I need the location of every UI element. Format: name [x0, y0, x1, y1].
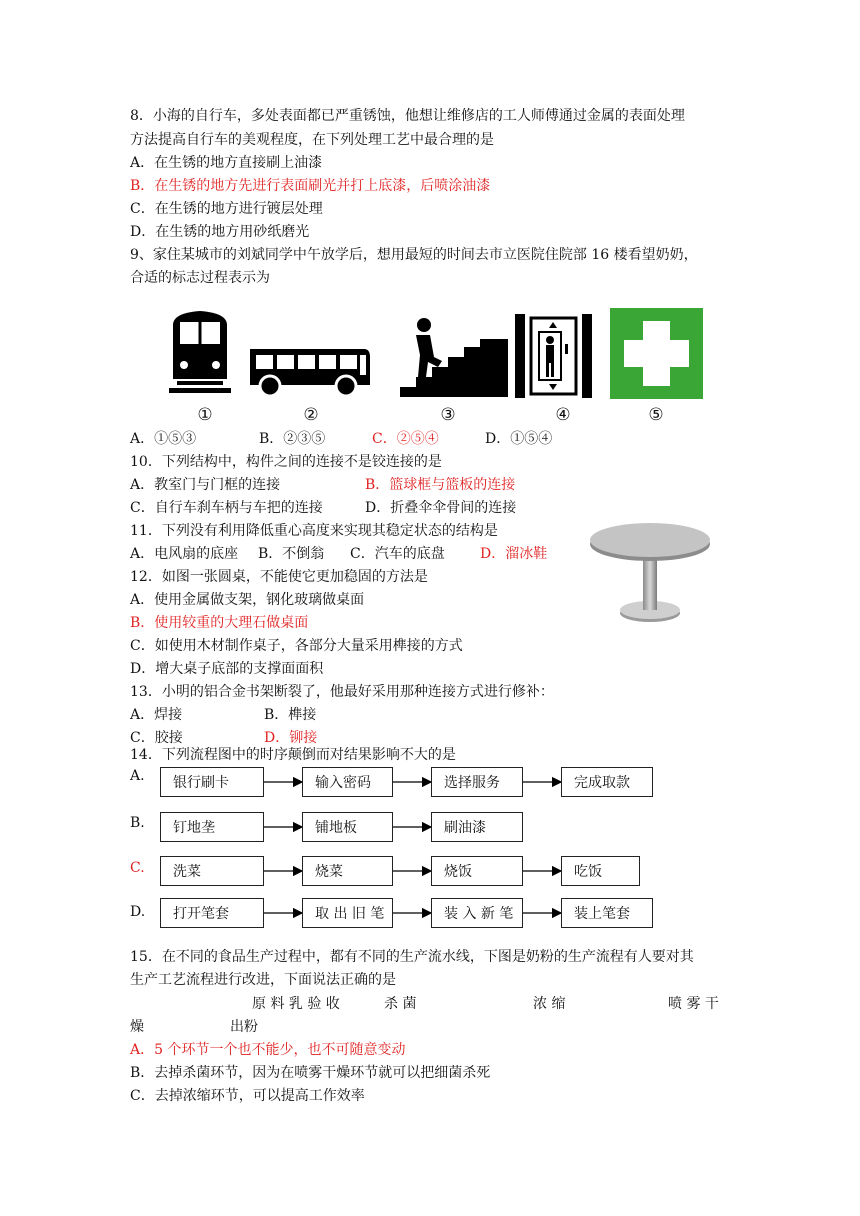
- q12-option-b-answer: B．使用较重的大理石做桌面: [130, 615, 309, 631]
- flow-step: 烧饭: [431, 856, 523, 886]
- icon-number-3: ③: [440, 405, 456, 425]
- q9-stem-line2: 合适的标志过程表示为: [130, 270, 270, 286]
- q10-option-a: A．教室门与门框的连接: [130, 477, 281, 493]
- q12-stem: 12．如图一张圆桌，不能使它更加稳固的方法是: [130, 569, 428, 585]
- icon-number-2: ②: [303, 405, 319, 425]
- flow-step: 打开笔套: [160, 898, 264, 928]
- q12-option-c: C．如使用木材制作桌子，各部分大量采用榫接的方式: [130, 638, 463, 654]
- flow-step: 洗菜: [160, 856, 264, 886]
- q10-stem: 10．下列结构中，构件之间的连接不是铰连接的是: [130, 454, 442, 470]
- flow-step: 钉地垄: [160, 812, 264, 842]
- q15-flow-step: 出粉: [230, 1019, 258, 1035]
- q15-stem-line2: 生产工艺流程进行改进，下面说法正确的是: [130, 972, 396, 988]
- flow-step: 装上笔套: [561, 898, 653, 928]
- q14-row-c-label-answer: C.: [130, 860, 145, 876]
- q14-row-d-label: D.: [130, 904, 146, 920]
- q15-flow-step: 浓 缩: [533, 996, 566, 1012]
- q14-row-a-label: A.: [130, 768, 145, 784]
- q10-option-b-answer: B．篮球框与篮板的连接: [365, 477, 516, 493]
- q14-row-b-label: B.: [130, 815, 145, 831]
- q15-flow-step: 原 料 乳 验 收: [252, 996, 340, 1012]
- flow-step: 装 入 新 笔: [431, 898, 523, 928]
- q15-flow-step: 燥: [130, 1019, 144, 1035]
- icon-number-1: ①: [197, 405, 213, 425]
- q9-option-a: A．①⑤③: [130, 431, 197, 447]
- flow-step: 输入密码: [302, 767, 393, 797]
- q14-stem: 14．下列流程图中的时序颠倒而对结果影响不大的是: [130, 747, 456, 763]
- q8-option-c: C．在生锈的地方进行镀层处理: [130, 201, 323, 217]
- q13-option-d-answer: D．铆接: [264, 730, 318, 746]
- icon-number-4: ④: [555, 405, 571, 425]
- q13-option-b: B．榫接: [264, 707, 317, 723]
- flow-step: 取 出 旧 笔: [302, 898, 393, 928]
- q8-stem-line1: 8．小海的自行车，多处表面都已严重锈蚀，他想让维修店的工人师傅通过金属的表面处理: [130, 108, 685, 124]
- icon-number-5: ⑤: [648, 405, 664, 425]
- q9-stem-line1: 9、家住某城市的刘斌同学中午放学后，想用最短的时间去市立医院住院部 16 楼看望奶奶，: [130, 247, 698, 263]
- q13-stem: 13．小明的铝合金书架断裂了，他最好采用那种连接方式进行修补：: [130, 684, 554, 700]
- flow-step: 银行刷卡: [160, 767, 264, 797]
- flow-step: 刷油漆: [431, 812, 523, 842]
- q15-flow-step: 杀 菌: [384, 996, 417, 1012]
- q8-option-d: D．在生锈的地方用砂纸磨光: [130, 224, 310, 240]
- q15-option-a-answer: A．5 个环节一个也不能少，也不可随意变动: [130, 1042, 406, 1058]
- flow-step: 吃饭: [561, 856, 640, 886]
- q10-option-d: D．折叠伞伞骨间的连接: [365, 500, 517, 516]
- q13-option-c: C．胶接: [130, 730, 183, 746]
- q8-option-a: A．在生锈的地方直接刷上油漆: [130, 155, 323, 171]
- q11-option-d-answer: D．溜冰鞋: [480, 546, 548, 562]
- q9-option-c-answer: C．②⑤④: [372, 431, 439, 447]
- flow-step: 完成取款: [561, 767, 653, 797]
- flow-step: 铺地板: [302, 812, 393, 842]
- q11-option-c: C．汽车的底盘: [350, 546, 445, 562]
- q10-option-c: C．自行车刹车柄与车把的连接: [130, 500, 323, 516]
- q11-option-a: A．电风扇的底座: [130, 546, 239, 562]
- flow-step: 烧菜: [302, 856, 393, 886]
- q12-option-a: A．使用金属做支架，钢化玻璃做桌面: [130, 592, 365, 608]
- q8-stem-line2: 方法提高自行车的美观程度，在下列处理工艺中最合理的是: [130, 132, 494, 148]
- q15-flow-step: 喷 雾 干: [668, 996, 719, 1012]
- q15-option-c: C．去掉浓缩环节，可以提高工作效率: [130, 1088, 365, 1104]
- q12-option-d: D．增大桌子底部的支撑面面积: [130, 661, 324, 677]
- q11-option-b: B．不倒翁: [258, 546, 325, 562]
- q15-option-b: B．去掉杀菌环节，因为在喷雾干燥环节就可以把细菌杀死: [130, 1065, 491, 1081]
- q9-option-b: B．②③⑤: [259, 431, 326, 447]
- q15-stem-line1: 15．在不同的食品生产过程中，都有不同的生产流水线，下图是奶粉的生产流程有人要对其: [130, 949, 694, 965]
- flow-step: 选择服务: [431, 767, 523, 797]
- q13-option-a: A．焊接: [130, 707, 183, 723]
- q9-option-d: D．①⑤④: [485, 431, 553, 447]
- q11-stem: 11．下列没有利用降低重心高度来实现其稳定状态的结构是: [130, 523, 498, 539]
- q8-option-b-answer: B．在生锈的地方先进行表面刷光并打上底漆，后喷涂油漆: [130, 178, 491, 194]
